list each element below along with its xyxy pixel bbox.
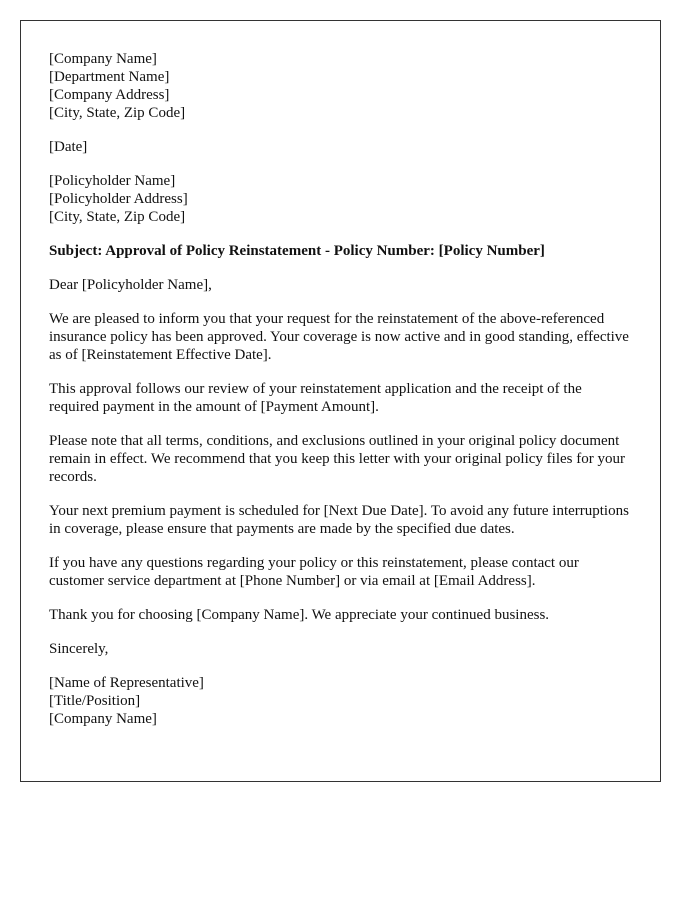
body-paragraph: Thank you for choosing [Company Name]. We appreciate your continued business.: [49, 607, 550, 623]
letter-date: [Date]: [49, 139, 88, 155]
salutation: Dear [Policyholder Name],: [49, 277, 212, 293]
body-paragraph: This approval follows our review of your reinstatement application and the receipt of the required payment in the amount of [Payment Amount].: [49, 381, 582, 415]
recipient-city-state-zip: [City, State, Zip Code]: [49, 209, 186, 225]
body-paragraph: Please note that all terms, conditions, and exclusions outlined in your original policy document remain in effect. We recommend that you keep this letter with your original policy files for your records.: [49, 433, 625, 485]
letter: [20, 20, 661, 782]
sender-address: [49, 50, 632, 122]
sender-address-line: [Company Address]: [49, 87, 170, 103]
body-paragraph: Your next premium payment is scheduled for [Next Due Date]. To avoid any future interruptions in coverage, please ensure that payments are made by the specified due dates.: [49, 503, 629, 537]
sender-company-name: [Company Name]: [49, 51, 157, 67]
subject-line: Subject: Approval of Policy Reinstatement - Policy Number: [Policy Number]: [49, 243, 545, 259]
closing: Sincerely,: [49, 641, 109, 657]
sender-department: [Department Name]: [49, 69, 170, 85]
recipient-name: [Policyholder Name]: [49, 173, 176, 189]
signature-block: [49, 674, 632, 728]
representative-name: [Name of Representative]: [49, 675, 204, 691]
representative-title: [Title/Position]: [49, 693, 141, 709]
body-paragraph: We are pleased to inform you that your request for the reinstatement of the above-referenced insurance policy has been approved. Your coverage is now active and in good standing, effective as of [Reinstatement Effective Date].: [49, 311, 629, 363]
signature-company-name: [Company Name]: [49, 711, 157, 727]
body-paragraph: If you have any questions regarding your policy or this reinstatement, please contact our customer service department at [Phone Number] or via email at [Email Address].: [49, 555, 579, 589]
sender-city-state-zip: [City, State, Zip Code]: [49, 105, 186, 121]
recipient-address: [49, 172, 632, 226]
recipient-address-line: [Policyholder Address]: [49, 191, 188, 207]
